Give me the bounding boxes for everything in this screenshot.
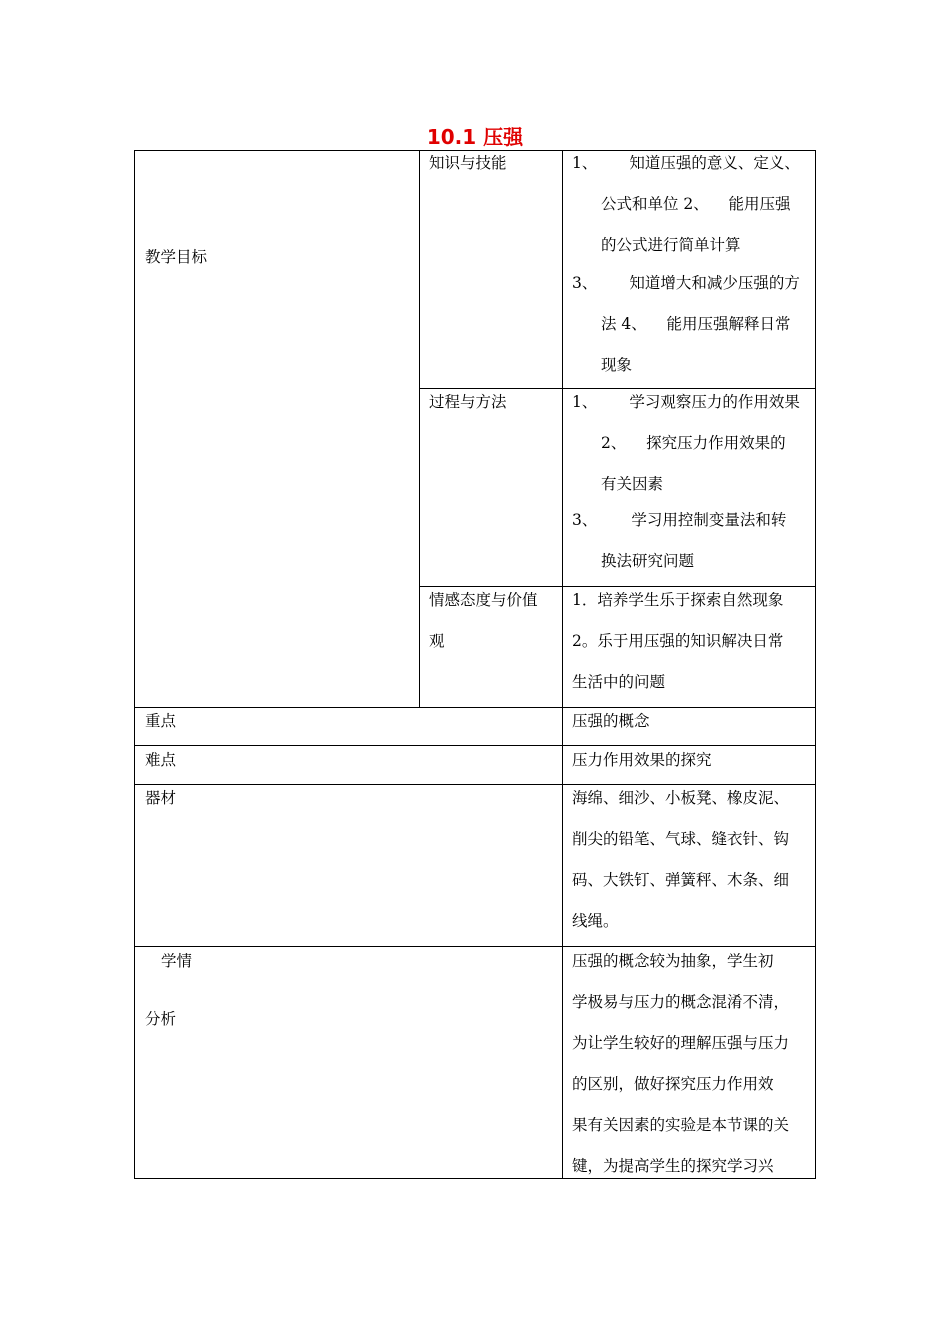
analysis-line: 键，为提高学生的探究学习兴	[572, 1157, 774, 1175]
keypoint-label: 重点	[145, 712, 177, 730]
row-divider-equipment	[134, 784, 816, 785]
equipment-label: 器材	[145, 789, 177, 807]
equipment-line: 线绳。	[572, 912, 619, 930]
page-title: 10.1 压强	[426, 125, 524, 149]
column-divider-middle	[419, 150, 420, 707]
emotion-line: 生活中的问题	[572, 673, 666, 691]
knowledge-line: 公式和单位 2、 能用压强	[601, 195, 791, 213]
analysis-line: 果有关因素的实验是本节课的关	[572, 1116, 790, 1134]
difficulty-label: 难点	[145, 751, 177, 769]
process-line: 换法研究问题	[601, 552, 695, 570]
knowledge-line: 法 4、 能用压强解释日常	[601, 315, 791, 333]
analysis-content	[572, 951, 789, 1197]
process-line: 1、 学习观察压力的作用效果	[572, 393, 800, 411]
process-label: 过程与方法	[429, 393, 507, 411]
analysis-line: 为让学生较好的理解压强与压力	[572, 1034, 790, 1052]
knowledge-line: 的公式进行简单计算	[601, 236, 741, 254]
analysis-label-line2: 分析	[145, 1010, 177, 1028]
knowledge-line: 现象	[601, 356, 633, 374]
keypoint-value: 压强的概念	[572, 712, 650, 730]
equipment-line: 海绵、细沙、小板凳、橡皮泥、	[572, 789, 790, 807]
equipment-content	[572, 788, 789, 952]
process-line: 有关因素	[601, 475, 664, 493]
equipment-line: 码、大铁钉、弹簧秤、木条、细	[572, 871, 790, 889]
column-divider-right	[562, 150, 563, 1179]
process-line: 2、 探究压力作用效果的	[601, 434, 786, 452]
analysis-line: 学极易与压力的概念混淆不清，	[572, 993, 790, 1011]
difficulty-value: 压力作用效果的探究	[572, 751, 712, 769]
table-border-right	[815, 150, 816, 1179]
analysis-line: 的区别，做好探究压力作用效	[572, 1075, 774, 1093]
emotion-line: 1．培养学生乐于探索自然现象	[572, 591, 784, 609]
process-content	[572, 392, 800, 592]
row-divider-difficulty	[134, 745, 816, 746]
analysis-label-line1: 学情	[161, 952, 193, 970]
analysis-line: 压强的概念较为抽象，学生初	[572, 952, 774, 970]
emotion-line: 2。乐于用压强的知识解决日常	[572, 632, 784, 650]
process-line: 3、 学习用控制变量法和转	[572, 511, 787, 529]
knowledge-line: 3、 知道增大和减少压强的方	[572, 274, 800, 292]
goals-label: 教学目标	[145, 248, 208, 266]
table-border-left	[134, 150, 135, 1179]
table-border-top	[134, 150, 816, 151]
equipment-line: 削尖的铅笔、气球、缝衣针、钩	[572, 830, 790, 848]
knowledge-content	[572, 153, 800, 396]
knowledge-label: 知识与技能	[429, 154, 507, 172]
knowledge-line: 1、 知道压强的意义、定义、	[572, 154, 800, 172]
emotion-content	[572, 590, 783, 713]
emotion-label: 情感态度与价值 观	[429, 591, 538, 650]
